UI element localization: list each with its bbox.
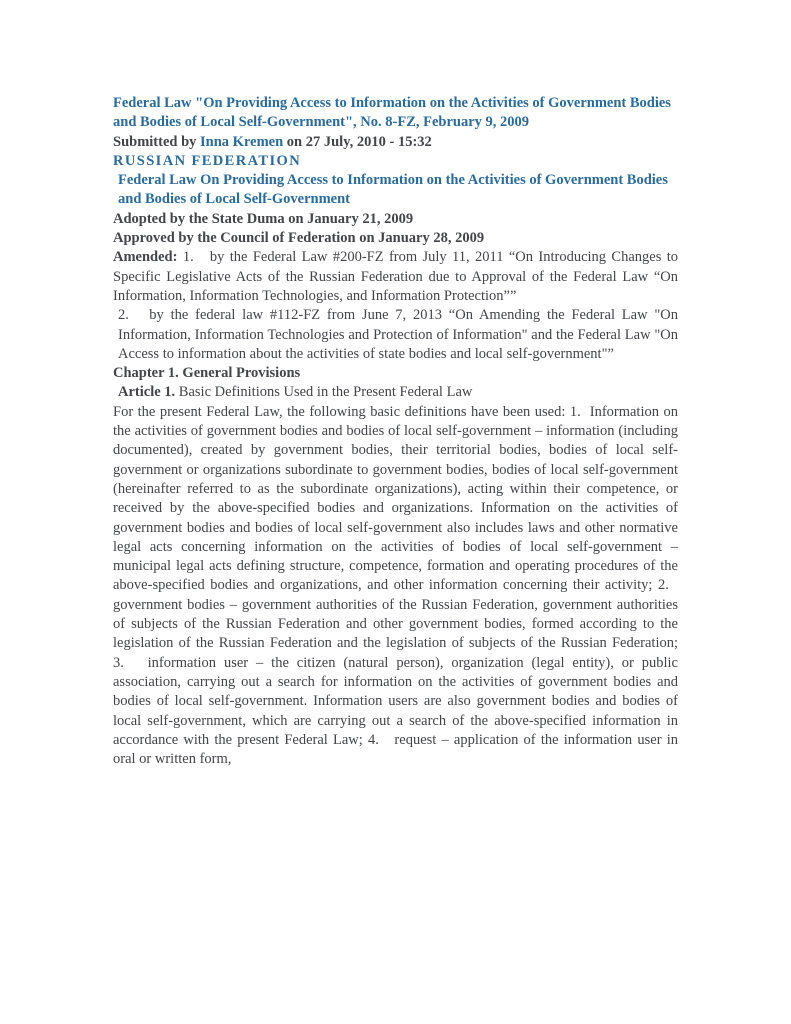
- article-label: Article 1.: [118, 384, 176, 401]
- amendment-2-paragraph: 2. by the federal law #112-FZ from June 7, 2013 “On Amending the Federal Law "On Information, Information Technologies and Protection of Information" and the Federal Law "On Access to information about the activities of state bodies and local self-government"”: [118, 307, 678, 362]
- adopted-line: Adopted by the State Duma on January 21, 2009: [113, 210, 414, 227]
- chapter-heading: Chapter 1. General Provisions: [113, 365, 301, 382]
- country-heading: RUSSIAN FEDERATION: [113, 152, 302, 169]
- article-title: Basic Definitions Used in the Present Federal Law: [178, 384, 473, 401]
- page-title: Federal Law "On Providing Access to Information on the Activities of Government Bodies and Bodies of Local Self-Government", No. 8-FZ, February 9, 2009: [113, 95, 671, 131]
- body-paragraph: For the present Federal Law, the following basic definitions have been used: 1. Information on the activities of government bodies and bodies of local self-government – information (including documented), created by government bodies, their territorial bodies, bodies of local self-government or organizations subordinate to government bodies, bodies of local self-government (hereinafter referred to as the subordinate organizations), acting within their competence, or received by the above-specified bodies and organizations. Information on the activities of government bodies and bodies of local self-government also includes laws and other normative legal acts concerning information on the activities of bodies of local self-government – municipal legal acts defining structure, competence, formation and operating procedures of the above-specified bodies and organizations, and other information concerning their activity; 2. government bodies – government authorities of the Russian Federation, government authorities of subjects of the Russian Federation and other government bodies, formed according to the legislation of the Russian Federation and the legislation of subjects of the Russian Federation; 3. information user – the citizen (natural person), organization (legal entity), or public association, carrying out a search for information on the activities of government bodies and bodies of local self-government. Information users are also government bodies and bodies of local self-government, which are carrying out a search of the above-specified information in accordance with the present Federal Law; 4. request – application of the information user in oral or written form,: [113, 403, 678, 768]
- amendment-1-text: 1. by the Federal Law #200-FZ from July 11, 2011 “On Introducing Changes to Specific Legislative Acts of the Russian Federation due to Approval of the Federal Law “On Information, Information Technologies, and Information Protection””: [113, 249, 679, 304]
- byline-date-text: on 27 July, 2010 - 15:32: [286, 133, 432, 150]
- amended-label: Amended:: [113, 249, 178, 266]
- document-header: [113, 94, 678, 229]
- byline: [113, 133, 678, 152]
- author-link[interactable]: Inna Kremen: [200, 133, 284, 150]
- submitted-by-text: Submitted by: [113, 133, 197, 150]
- amendment-1-paragraph: [113, 248, 678, 306]
- approved-line: Approved by the Council of Federation on January 28, 2009: [113, 230, 485, 247]
- article-heading: [113, 383, 678, 402]
- law-title: Federal Law On Providing Access to Information on the Activities of Government Bodies and Bodies of Local Self-Government: [118, 172, 668, 208]
